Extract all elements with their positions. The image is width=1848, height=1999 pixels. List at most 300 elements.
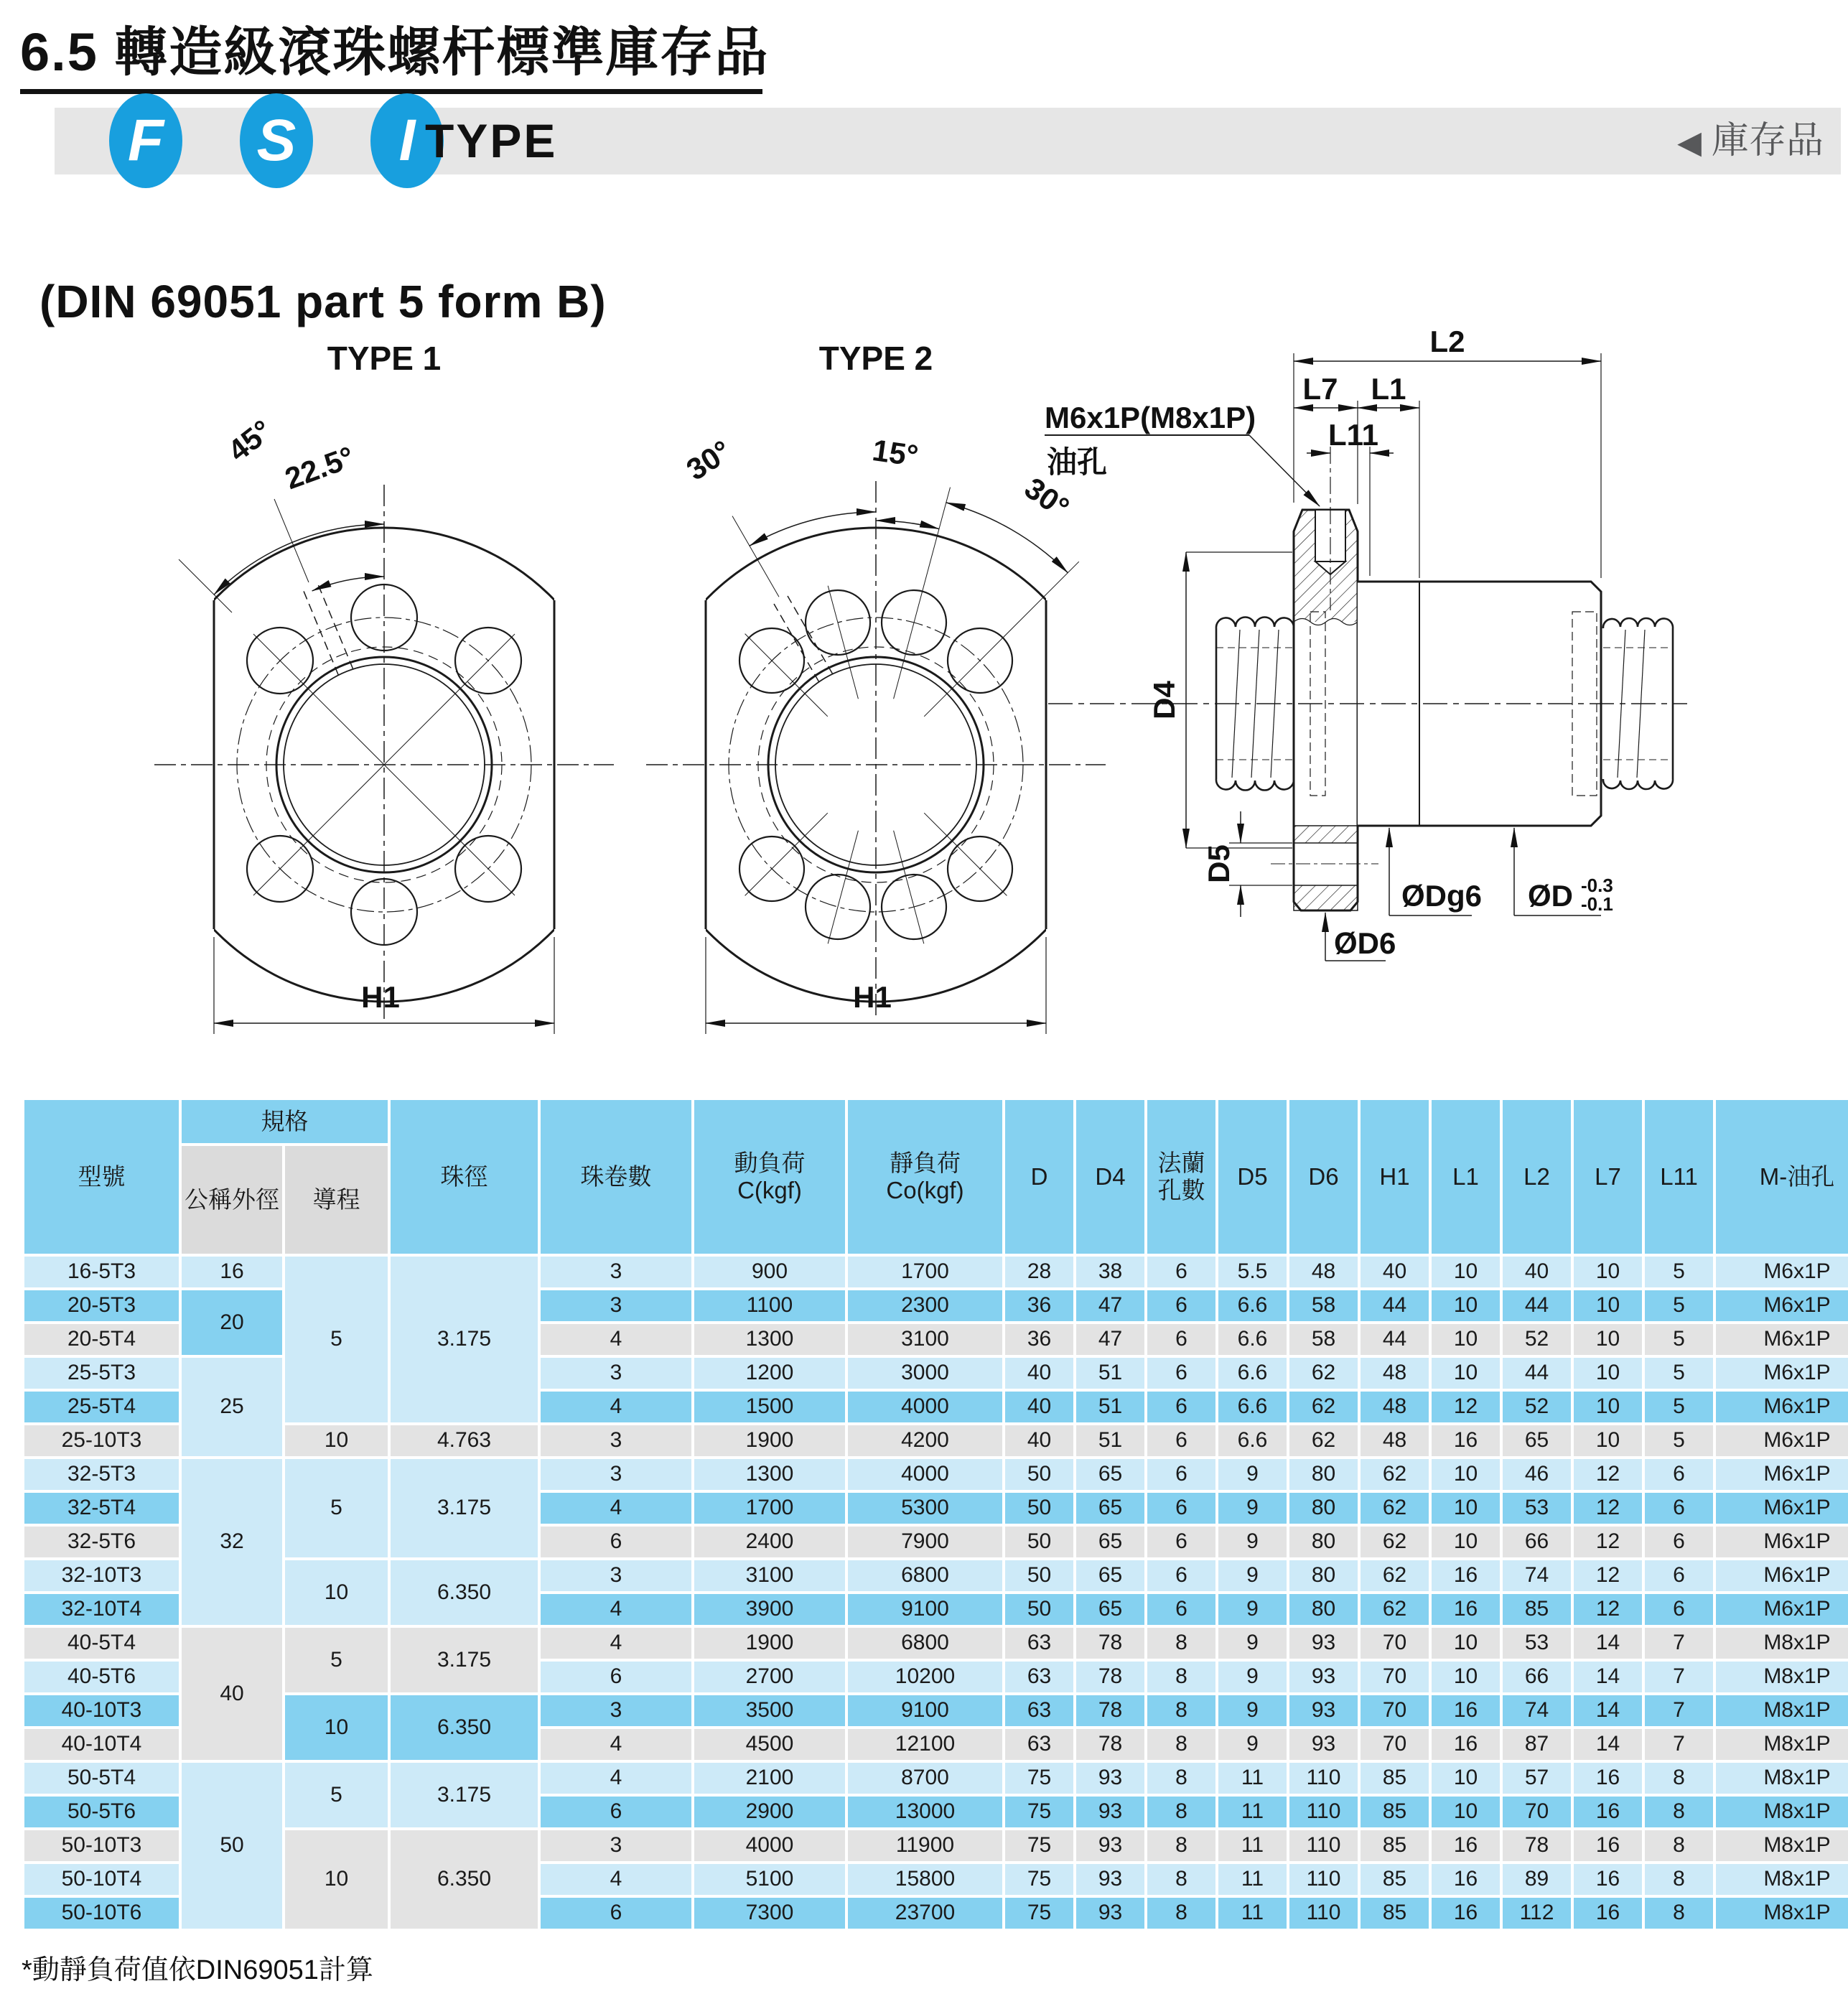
header-static-load-unit: Co(kgf) [886, 1177, 964, 1203]
d6-cell: 93 [1289, 1695, 1358, 1726]
static-load-cell: 3000 [848, 1358, 1002, 1389]
side-d-tol-lower: -0.1 [1581, 893, 1613, 915]
l1-cell: 10 [1432, 1628, 1500, 1659]
dynamic-load-cell: 900 [694, 1257, 845, 1287]
side-dg6-label: ØDg6 [1401, 879, 1483, 913]
d5-cell: 9 [1218, 1527, 1287, 1557]
l1-cell: 10 [1432, 1763, 1500, 1794]
l2-cell: 78 [1503, 1830, 1571, 1861]
circuits-cell: 3 [541, 1290, 691, 1321]
d-cell: 40 [1005, 1392, 1073, 1422]
d-cell: 28 [1005, 1257, 1073, 1287]
d5-cell: 6.6 [1218, 1290, 1287, 1321]
l7-cell: 16 [1574, 1898, 1642, 1929]
type1-title: TYPE 1 [327, 340, 442, 377]
l7-cell: 16 [1574, 1797, 1642, 1827]
model-cell: 25-10T3 [24, 1425, 179, 1456]
badge-letter-s: S [240, 93, 313, 188]
l1-cell: 10 [1432, 1797, 1500, 1827]
flange-holes-cell: 6 [1147, 1560, 1215, 1591]
h1-cell: 62 [1361, 1459, 1429, 1490]
d4-cell: 93 [1076, 1898, 1144, 1929]
oil-hole-cell: M6x1P [1716, 1392, 1848, 1422]
circuits-cell: 3 [541, 1358, 691, 1389]
header-nominal-od: 公稱外徑 [182, 1146, 282, 1254]
h1-cell: 85 [1361, 1830, 1429, 1861]
static-load-cell: 23700 [848, 1898, 1002, 1929]
header-ball-dia: 珠徑 [391, 1100, 538, 1254]
flange-holes-cell: 8 [1147, 1695, 1215, 1726]
l7-cell: 12 [1574, 1459, 1642, 1490]
header-l2: L2 [1503, 1100, 1571, 1254]
oil-hole-cell: M8x1P [1716, 1662, 1848, 1692]
l1-cell: 10 [1432, 1324, 1500, 1355]
d4-cell: 78 [1076, 1729, 1144, 1760]
d5-cell: 9 [1218, 1662, 1287, 1692]
dynamic-load-cell: 1200 [694, 1358, 845, 1389]
l2-cell: 74 [1503, 1560, 1571, 1591]
d-cell: 63 [1005, 1628, 1073, 1659]
circuits-cell: 4 [541, 1729, 691, 1760]
model-cell: 32-5T4 [24, 1493, 179, 1524]
d-cell: 50 [1005, 1493, 1073, 1524]
side-l11-label: L11 [1327, 418, 1379, 452]
l2-cell: 89 [1503, 1864, 1571, 1895]
model-cell: 32-10T4 [24, 1594, 179, 1625]
model-cell: 50-5T6 [24, 1797, 179, 1827]
circuits-cell: 3 [541, 1830, 691, 1861]
side-d-tol-upper: -0.3 [1581, 875, 1613, 896]
d5-cell: 6.6 [1218, 1392, 1287, 1422]
oil-hole-cell: M8x1P [1716, 1763, 1848, 1794]
l7-cell: 12 [1574, 1527, 1642, 1557]
header-lead: 導程 [285, 1146, 388, 1254]
side-oil-hole-label: 油孔 [1047, 445, 1108, 479]
type2-title: TYPE 2 [818, 340, 933, 377]
table-row [24, 1763, 1848, 1794]
footnote: *動靜負荷值依DIN69051計算 [22, 1955, 373, 1985]
static-load-cell: 4000 [848, 1392, 1002, 1422]
model-cell: 40-10T3 [24, 1695, 179, 1726]
side-l2-label: L2 [1429, 325, 1465, 358]
d5-cell: 11 [1218, 1864, 1287, 1895]
circuits-cell: 4 [541, 1392, 691, 1422]
side-d6-label: ØD6 [1334, 926, 1396, 960]
ball-dia-cell: 3.175 [391, 1763, 538, 1827]
d6-cell: 62 [1289, 1358, 1358, 1389]
stock-tag [1677, 108, 1824, 174]
dynamic-load-cell: 4500 [694, 1729, 845, 1760]
d4-cell: 38 [1076, 1257, 1144, 1287]
table-row [24, 1830, 1848, 1861]
h1-cell: 62 [1361, 1594, 1429, 1625]
header-static-load [848, 1100, 1002, 1254]
l2-cell: 65 [1503, 1425, 1571, 1456]
lead-cell: 5 [285, 1459, 388, 1557]
d5-cell: 9 [1218, 1493, 1287, 1524]
d-cell: 50 [1005, 1527, 1073, 1557]
l11-cell: 7 [1645, 1662, 1713, 1692]
header-l1: L1 [1432, 1100, 1500, 1254]
model-cell: 50-10T6 [24, 1898, 179, 1929]
d-cell: 63 [1005, 1729, 1073, 1760]
l7-cell: 10 [1574, 1257, 1642, 1287]
l1-cell: 16 [1432, 1560, 1500, 1591]
d-cell: 40 [1005, 1358, 1073, 1389]
d5-cell: 9 [1218, 1729, 1287, 1760]
d4-cell: 78 [1076, 1628, 1144, 1659]
nominal-od-cell: 32 [182, 1459, 282, 1625]
flange-holes-cell: 6 [1147, 1527, 1215, 1557]
header-spec-group: 規格 [182, 1100, 388, 1143]
oil-hole-cell: M8x1P [1716, 1628, 1848, 1659]
l11-cell: 5 [1645, 1290, 1713, 1321]
l11-cell: 5 [1645, 1425, 1713, 1456]
spec-table-body [24, 1257, 1848, 1929]
d4-cell: 93 [1076, 1763, 1144, 1794]
header-d6: D6 [1289, 1100, 1358, 1254]
circuits-cell: 4 [541, 1628, 691, 1659]
type2-h1-label: H1 [853, 980, 892, 1014]
d6-cell: 80 [1289, 1560, 1358, 1591]
model-cell: 40-5T4 [24, 1628, 179, 1659]
d-cell: 63 [1005, 1662, 1073, 1692]
h1-cell: 40 [1361, 1257, 1429, 1287]
dynamic-load-cell: 1900 [694, 1425, 845, 1456]
l1-cell: 16 [1432, 1594, 1500, 1625]
h1-cell: 70 [1361, 1695, 1429, 1726]
type2-angle-15: 15° [870, 432, 920, 473]
dynamic-load-cell: 7300 [694, 1898, 845, 1929]
header-model: 型號 [24, 1100, 179, 1254]
table-row [24, 1560, 1848, 1591]
d6-cell: 110 [1289, 1763, 1358, 1794]
d5-cell: 6.6 [1218, 1324, 1287, 1355]
l2-cell: 112 [1503, 1898, 1571, 1929]
d4-cell: 47 [1076, 1324, 1144, 1355]
flange-holes-cell: 6 [1147, 1425, 1215, 1456]
l11-cell: 8 [1645, 1898, 1713, 1929]
dynamic-load-cell: 3500 [694, 1695, 845, 1726]
oil-hole-cell: M8x1P [1716, 1797, 1848, 1827]
oil-hole-cell: M8x1P [1716, 1695, 1848, 1726]
l11-cell: 8 [1645, 1797, 1713, 1827]
series-badge-bar [55, 108, 1841, 174]
flange-holes-cell: 6 [1147, 1290, 1215, 1321]
l11-cell: 8 [1645, 1763, 1713, 1794]
flange-holes-cell: 8 [1147, 1729, 1215, 1760]
d-cell: 75 [1005, 1830, 1073, 1861]
flange-holes-cell: 6 [1147, 1358, 1215, 1389]
d4-cell: 51 [1076, 1392, 1144, 1422]
left-triangle-icon: ◀ [1677, 125, 1702, 160]
static-load-cell: 8700 [848, 1763, 1002, 1794]
d-cell: 50 [1005, 1594, 1073, 1625]
model-cell: 40-10T4 [24, 1729, 179, 1760]
nominal-od-cell: 50 [182, 1763, 282, 1929]
d4-cell: 65 [1076, 1459, 1144, 1490]
l2-cell: 44 [1503, 1290, 1571, 1321]
h1-cell: 44 [1361, 1290, 1429, 1321]
flange-holes-cell: 8 [1147, 1898, 1215, 1929]
table-row [24, 1628, 1848, 1659]
stock-tag-label: 庫存品 [1711, 120, 1824, 162]
ball-dia-cell: 6.350 [391, 1830, 538, 1929]
l2-cell: 70 [1503, 1797, 1571, 1827]
side-l1-label: L1 [1371, 372, 1406, 406]
d5-cell: 9 [1218, 1594, 1287, 1625]
l7-cell: 12 [1574, 1560, 1642, 1591]
l1-cell: 12 [1432, 1392, 1500, 1422]
l11-cell: 5 [1645, 1257, 1713, 1287]
circuits-cell: 4 [541, 1594, 691, 1625]
l11-cell: 7 [1645, 1729, 1713, 1760]
dynamic-load-cell: 2900 [694, 1797, 845, 1827]
drawing-side-section [1034, 309, 1848, 1027]
l2-cell: 85 [1503, 1594, 1571, 1625]
d4-cell: 93 [1076, 1830, 1144, 1861]
static-load-cell: 12100 [848, 1729, 1002, 1760]
l11-cell: 5 [1645, 1324, 1713, 1355]
l11-cell: 6 [1645, 1594, 1713, 1625]
d5-cell: 5.5 [1218, 1257, 1287, 1287]
flange-holes-cell: 8 [1147, 1797, 1215, 1827]
dynamic-load-cell: 2400 [694, 1527, 845, 1557]
ball-dia-cell: 3.175 [391, 1459, 538, 1557]
model-cell: 20-5T3 [24, 1290, 179, 1321]
dynamic-load-cell: 1300 [694, 1459, 845, 1490]
oil-hole-cell: M6x1P [1716, 1358, 1848, 1389]
circuits-cell: 4 [541, 1324, 691, 1355]
h1-cell: 48 [1361, 1358, 1429, 1389]
l11-cell: 5 [1645, 1358, 1713, 1389]
l2-cell: 40 [1503, 1257, 1571, 1287]
dynamic-load-cell: 1500 [694, 1392, 845, 1422]
header-dynamic-load-unit: C(kgf) [737, 1177, 802, 1203]
l11-cell: 7 [1645, 1695, 1713, 1726]
circuits-cell: 4 [541, 1864, 691, 1895]
l11-cell: 6 [1645, 1560, 1713, 1591]
badge-letter-i: I [370, 93, 444, 188]
circuits-cell: 6 [541, 1662, 691, 1692]
model-cell: 50-10T3 [24, 1830, 179, 1861]
model-cell: 50-10T4 [24, 1864, 179, 1895]
dynamic-load-cell: 3100 [694, 1560, 845, 1591]
table-row [24, 1695, 1848, 1726]
d4-cell: 47 [1076, 1290, 1144, 1321]
l1-cell: 10 [1432, 1662, 1500, 1692]
oil-hole-cell: M6x1P [1716, 1257, 1848, 1287]
oil-hole-cell: M6x1P [1716, 1493, 1848, 1524]
table-row [24, 1459, 1848, 1490]
flange-holes-cell: 6 [1147, 1257, 1215, 1287]
l1-cell: 16 [1432, 1864, 1500, 1895]
d-cell: 75 [1005, 1898, 1073, 1929]
dynamic-load-cell: 1900 [694, 1628, 845, 1659]
ball-dia-cell: 3.175 [391, 1628, 538, 1692]
d6-cell: 93 [1289, 1662, 1358, 1692]
d5-cell: 11 [1218, 1763, 1287, 1794]
d6-cell: 58 [1289, 1290, 1358, 1321]
type1-h1-label: H1 [361, 980, 400, 1014]
d-cell: 75 [1005, 1797, 1073, 1827]
nominal-od-cell: 40 [182, 1628, 282, 1760]
flange-holes-cell: 8 [1147, 1763, 1215, 1794]
l2-cell: 57 [1503, 1763, 1571, 1794]
l7-cell: 14 [1574, 1628, 1642, 1659]
l2-cell: 53 [1503, 1493, 1571, 1524]
model-cell: 40-5T6 [24, 1662, 179, 1692]
static-load-cell: 1700 [848, 1257, 1002, 1287]
header-oil-hole: M-油孔 [1716, 1100, 1848, 1254]
static-load-cell: 3100 [848, 1324, 1002, 1355]
d4-cell: 51 [1076, 1425, 1144, 1456]
nominal-od-cell: 16 [182, 1257, 282, 1287]
h1-cell: 85 [1361, 1898, 1429, 1929]
side-d-label: ØD [1528, 879, 1573, 913]
oil-hole-cell: M6x1P [1716, 1425, 1848, 1456]
l7-cell: 10 [1574, 1290, 1642, 1321]
d-cell: 40 [1005, 1425, 1073, 1456]
nominal-od-cell: 25 [182, 1358, 282, 1456]
d6-cell: 80 [1289, 1594, 1358, 1625]
l11-cell: 8 [1645, 1864, 1713, 1895]
static-load-cell: 9100 [848, 1695, 1002, 1726]
spec-table [22, 1097, 1848, 1932]
l11-cell: 5 [1645, 1392, 1713, 1422]
h1-cell: 70 [1361, 1628, 1429, 1659]
ball-dia-cell: 4.763 [391, 1425, 538, 1456]
flange-holes-cell: 8 [1147, 1628, 1215, 1659]
oil-hole-cell: M8x1P [1716, 1898, 1848, 1929]
din-standard-note: (DIN 69051 part 5 form B) [39, 276, 607, 327]
ball-dia-cell: 6.350 [391, 1695, 538, 1760]
l11-cell: 6 [1645, 1459, 1713, 1490]
flange-holes-cell: 8 [1147, 1830, 1215, 1861]
circuits-cell: 6 [541, 1797, 691, 1827]
d-cell: 75 [1005, 1864, 1073, 1895]
l1-cell: 16 [1432, 1830, 1500, 1861]
h1-cell: 85 [1361, 1763, 1429, 1794]
d-cell: 36 [1005, 1290, 1073, 1321]
l11-cell: 7 [1645, 1628, 1713, 1659]
circuits-cell: 3 [541, 1459, 691, 1490]
h1-cell: 85 [1361, 1797, 1429, 1827]
l2-cell: 53 [1503, 1628, 1571, 1659]
d-cell: 63 [1005, 1695, 1073, 1726]
circuits-cell: 4 [541, 1493, 691, 1524]
l2-cell: 52 [1503, 1392, 1571, 1422]
l7-cell: 14 [1574, 1695, 1642, 1726]
h1-cell: 62 [1361, 1493, 1429, 1524]
lead-cell: 5 [285, 1763, 388, 1827]
type2-angle-30-left: 30° [680, 433, 737, 487]
flange-holes-cell: 6 [1147, 1493, 1215, 1524]
l11-cell: 8 [1645, 1830, 1713, 1861]
header-d: D [1005, 1100, 1073, 1254]
oil-hole-cell: M6x1P [1716, 1459, 1848, 1490]
d4-cell: 78 [1076, 1695, 1144, 1726]
d-cell: 50 [1005, 1459, 1073, 1490]
l1-cell: 10 [1432, 1358, 1500, 1389]
page-title: 6.5 轉造級滾珠螺杆標準庫存品 [20, 22, 770, 82]
h1-cell: 62 [1361, 1560, 1429, 1591]
l1-cell: 16 [1432, 1729, 1500, 1760]
header-flange-holes: 法蘭孔數 [1147, 1100, 1215, 1254]
table-row [24, 1257, 1848, 1287]
static-load-cell: 11900 [848, 1830, 1002, 1861]
header-static-load-title: 靜負荷 [890, 1150, 961, 1177]
d4-cell: 93 [1076, 1864, 1144, 1895]
d5-cell: 9 [1218, 1695, 1287, 1726]
model-cell: 25-5T4 [24, 1392, 179, 1422]
static-load-cell: 5300 [848, 1493, 1002, 1524]
ball-dia-cell: 3.175 [391, 1257, 538, 1422]
flange-holes-cell: 8 [1147, 1864, 1215, 1895]
d5-cell: 6.6 [1218, 1358, 1287, 1389]
l2-cell: 52 [1503, 1324, 1571, 1355]
d-cell: 36 [1005, 1324, 1073, 1355]
l7-cell: 12 [1574, 1493, 1642, 1524]
model-cell: 25-5T3 [24, 1358, 179, 1389]
static-load-cell: 7900 [848, 1527, 1002, 1557]
model-cell: 32-10T3 [24, 1560, 179, 1591]
l7-cell: 10 [1574, 1425, 1642, 1456]
d6-cell: 80 [1289, 1493, 1358, 1524]
oil-hole-cell: M6x1P [1716, 1527, 1848, 1557]
d6-cell: 80 [1289, 1527, 1358, 1557]
d5-cell: 6.6 [1218, 1425, 1287, 1456]
dynamic-load-cell: 1100 [694, 1290, 845, 1321]
badge-letter-f: F [109, 93, 182, 188]
static-load-cell: 4200 [848, 1425, 1002, 1456]
lead-cell: 10 [285, 1830, 388, 1929]
l7-cell: 10 [1574, 1358, 1642, 1389]
table-row [24, 1425, 1848, 1456]
type-label: TYPE [425, 114, 558, 167]
header-l11: L11 [1645, 1100, 1713, 1254]
l1-cell: 10 [1432, 1290, 1500, 1321]
l1-cell: 10 [1432, 1527, 1500, 1557]
circuits-cell: 3 [541, 1695, 691, 1726]
l2-cell: 66 [1503, 1527, 1571, 1557]
l1-cell: 10 [1432, 1493, 1500, 1524]
circuits-cell: 6 [541, 1898, 691, 1929]
oil-hole-cell: M6x1P [1716, 1594, 1848, 1625]
l7-cell: 12 [1574, 1594, 1642, 1625]
oil-hole-cell: M6x1P [1716, 1290, 1848, 1321]
d4-cell: 78 [1076, 1662, 1144, 1692]
lead-cell: 10 [285, 1695, 388, 1760]
header-dynamic-load-title: 動負荷 [734, 1150, 806, 1177]
flange-holes-cell: 6 [1147, 1324, 1215, 1355]
l1-cell: 10 [1432, 1257, 1500, 1287]
h1-cell: 85 [1361, 1864, 1429, 1895]
oil-hole-cell: M8x1P [1716, 1864, 1848, 1895]
d5-cell: 9 [1218, 1459, 1287, 1490]
d4-cell: 65 [1076, 1527, 1144, 1557]
flange-holes-cell: 6 [1147, 1392, 1215, 1422]
model-cell: 16-5T3 [24, 1257, 179, 1287]
header-h1: H1 [1361, 1100, 1429, 1254]
header-d5: D5 [1218, 1100, 1287, 1254]
d4-cell: 93 [1076, 1797, 1144, 1827]
d5-cell: 9 [1218, 1560, 1287, 1591]
h1-cell: 48 [1361, 1392, 1429, 1422]
l1-cell: 10 [1432, 1459, 1500, 1490]
d5-cell: 9 [1218, 1628, 1287, 1659]
oil-hole-cell: M8x1P [1716, 1830, 1848, 1861]
